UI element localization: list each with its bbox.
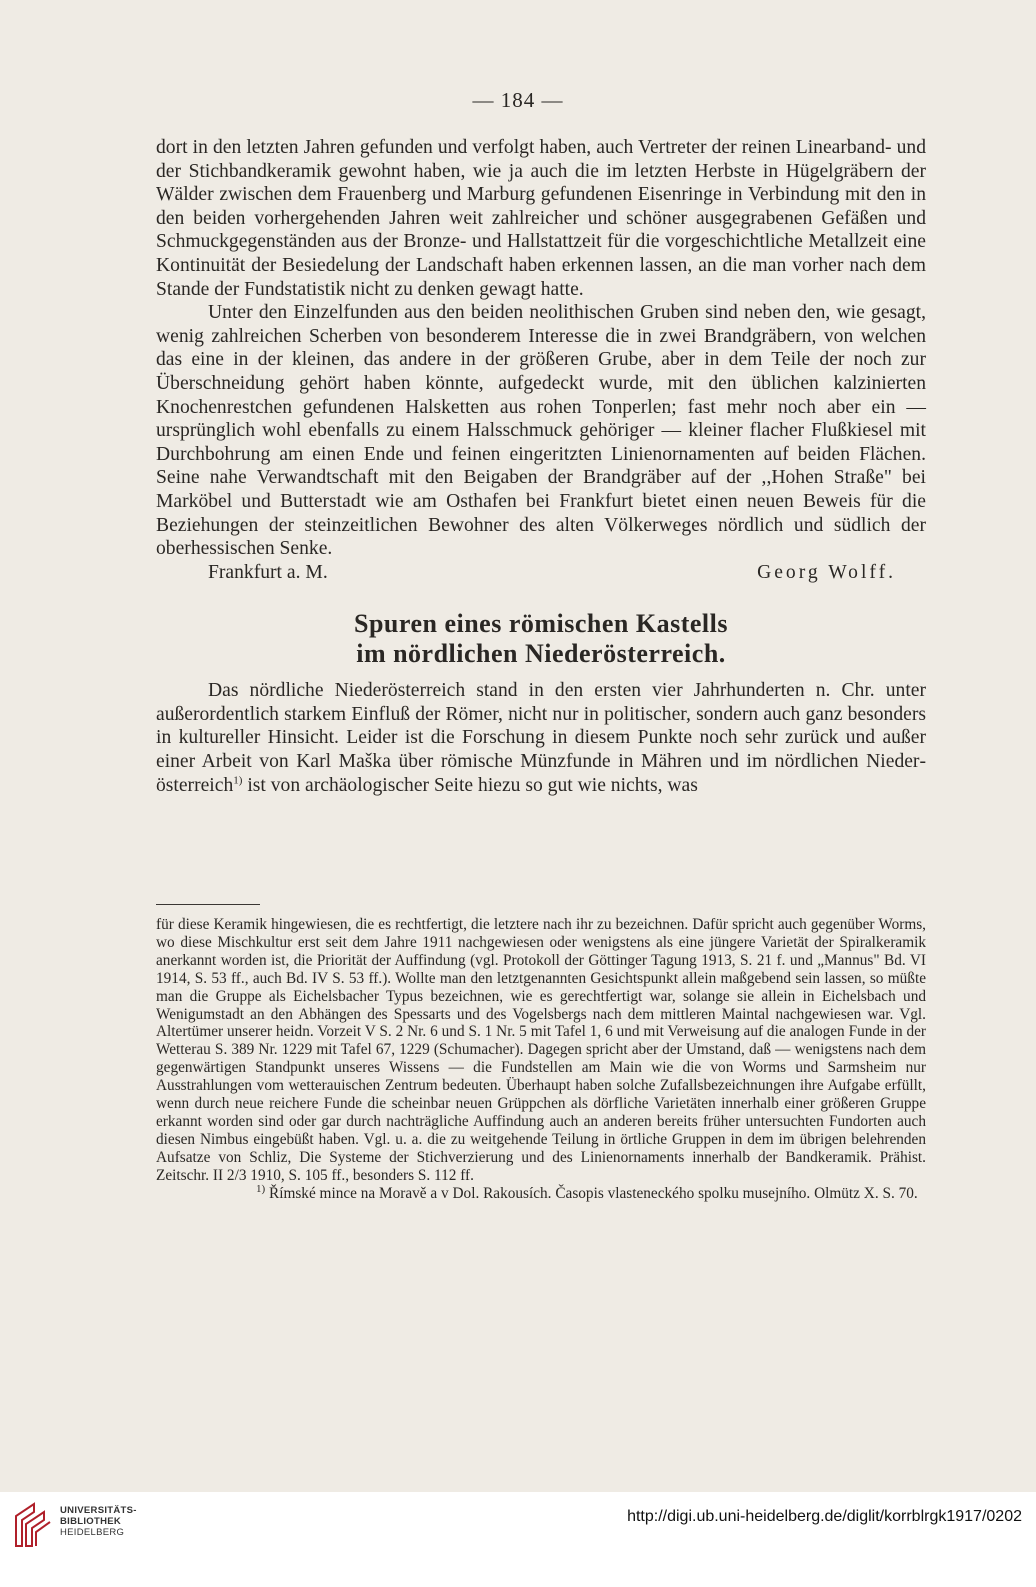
footnote-divider <box>156 904 260 905</box>
footnote-1 <box>156 1182 926 1203</box>
article-title-line-1: Spuren eines römischen Kastells <box>354 609 728 639</box>
library-logo-icon <box>12 1502 52 1548</box>
signature-line <box>156 561 926 585</box>
paragraph-1: dort in den letzten Jahren gefunden und verfolgt haben, auch Vertreter der reinen Linearband- und der Stichbandkeramik gewohnt haben, wie ja auch die im letzten Herbste in Hügelgräbern der Wälder zwischen dem Frauenberg und Marburg gefundenen Eisenringe in Verbindung mit den in den beiden vorhergehenden Jahren weit zahlreicher und schöner ausgegrabenen Gefäßen und Schmuckgegenständen aus der Bronze- und Hallstattzeit für die vorgeschichtliche Metallzeit eine Kontinuität der Besiedelung der Landschaft haben erkennen lassen, an die man vorher nach dem Stande der Fundstatistik nicht zu denken gewagt hatte. <box>156 137 926 300</box>
library-name <box>60 1505 137 1538</box>
footnotes <box>156 916 926 1203</box>
page-number: — 184 — <box>472 88 564 112</box>
footnote-continuation: für diese Keramik hingewiesen, die es rechtfertigt, die letztere nach ihr zu bezeichnen. Dafür spricht auch gegenüber Worms, wo diese Mischkultur erst seit dem Jahre 1911 nachgewiesen oder wenigstens als eine jüngere Varietät der Spiralkeramik anerkannt worden ist, die Priorität der Auffindung (vgl. Protokoll der Göttinger Tagung 1913, S. 21 f. und „Mannus" Bd. VI 1914, S. 53 ff., auch Bd. IV S. 53 ff.). Wollte man den letztgenannten Gesichtspunkt allein maßgebend sein lassen, so müßte man die Gruppe als Eichelsbacher Typus bezeichnen, wie es gerechtfertigt war, solange sie allein in Eichelsbach und Wenigumstadt an den Abhängen des Spessarts und des Vogelsbergs nach dem mittleren Maintal nachgewiesen war. Vgl. Altertümer unserer heidn. Vorzeit V S. 2 Nr. 6 und S. 1 Nr. 5 mit Tafel 1, 6 und mit Verweisung auf die analogen Funde in der Wetterau S. 389 Nr. 1229 mit Tafel 67, 1229 (Schumacher). Dagegen spricht aber der Umstand, daß — wenigstens nach dem gegenwärtigen Standpunkt unseres Wissens — die Fundstellen am Main wie die von Worms und Sarmsheim nur Ausstrahlungen vom wetterauischen Zentrum bedeuten. Überhaupt haben solche Zufallsbezeichnungen ihre Aufgabe erfüllt, wenn durch neue reichere Funde die scheinbar neuen Grüppchen als dörfliche Varietäten innerhalb einer größeren Gruppe erkannt worden sind oder gar durch nachträgliche Auffindung auch an anderen bereits früher untersuchten Fundorten auch diesen Nimbus eingebüßt haben. Vgl. u. a. die zu weitgehende Teilung in örtliche Gruppen in dem im übrigen belehrenden Aufsatze von Schliz, Die Systeme der Stichverzierung und des Linienornaments innerhalb der Bandkeramik. Prähist. Zeitschr. II 2/3 1910, S. 105 ff., besonders S. 112 ff. <box>156 916 926 1184</box>
main-text <box>156 136 926 797</box>
article-heading <box>156 609 926 669</box>
library-name-line-3: HEIDELBERG <box>60 1527 125 1538</box>
signature-author: Georg Wolff. <box>757 561 896 583</box>
article2-body <box>156 679 926 797</box>
library-name-line-2: BIBLIOTHEK <box>60 1516 122 1527</box>
article2-text-after-note: ist von archäologischer Seite hiezu so gut wie nichts, was <box>242 774 698 796</box>
article2-text-before-note: Das nördliche Niederösterreich stand in den ersten vier Jahrhunderten n. Chr. unter außerordentlich starkem Einfluß der Römer, nicht nur in politischer, sondern auch ganz besonders in kultureller Hinsicht. Leider ist die Forschung in diesem Punkte noch sehr zurück und außer einer Arbeit von Karl Maška über römische Münzfunde in Mähren und im nördlichen Niederösterreich <box>156 680 926 796</box>
footnote-reference[interactable]: 1) <box>233 774 243 787</box>
article-title-line-2: im nördlichen Niederösterreich. <box>356 639 726 669</box>
signature-place: Frankfurt a. M. <box>208 561 328 583</box>
footnote-1-marker: 1) <box>256 1182 266 1195</box>
footnote-1-text: Římské mince na Moravě a v Dol. Rakousích. Časopis vlasteneckého spolku musejního. Olmütz X. S. 70. <box>265 1184 918 1202</box>
footer-bar <box>0 1492 1036 1587</box>
article2-paragraph-1 <box>156 679 926 797</box>
source-url-link[interactable]: http://digi.ub.uni-heidelberg.de/diglit/korrblrgk1917/0202 <box>627 1508 1022 1525</box>
library-name-line-1: UNIVERSITÄTS- <box>60 1505 137 1516</box>
paragraph-2: Unter den Einzelfunden aus den beiden neolithischen Gruben sind neben den, wie gesagt, wenig zahlreichen Scherben von besonderem Interesse die in zwei Brandgräbern, von welchen das eine in der kleinen, das andere in der größeren Grube, aber in dem Teile der noch zur Überschneidung gehört haben könnte, aufgedeckt wurde, mit den üblichen kalzinierten Knochenrestchen gefundenen Halsketten aus rohen Tonperlen; fast mehr noch aber ein — ursprünglich wohl ebenfalls zu einem Halsschmuck gehöriger — kleiner flacher Flußkiesel mit Durchbohrung am einen Ende und feinen eingeritzten Linienornamenten auf beiden Flächen. Seine nahe Verwandtschaft mit den Beigaben der Brandgräber auf der ,,Hohen Straße" bei Marköbel und Butterstadt wie am Osthafen bei Frankfurt bietet einen neuen Beweis für die Beziehungen der steinzeitlichen Bewohner des alten Völkerweges nördlich und südlich der oberhessischen Senke. <box>156 302 926 560</box>
